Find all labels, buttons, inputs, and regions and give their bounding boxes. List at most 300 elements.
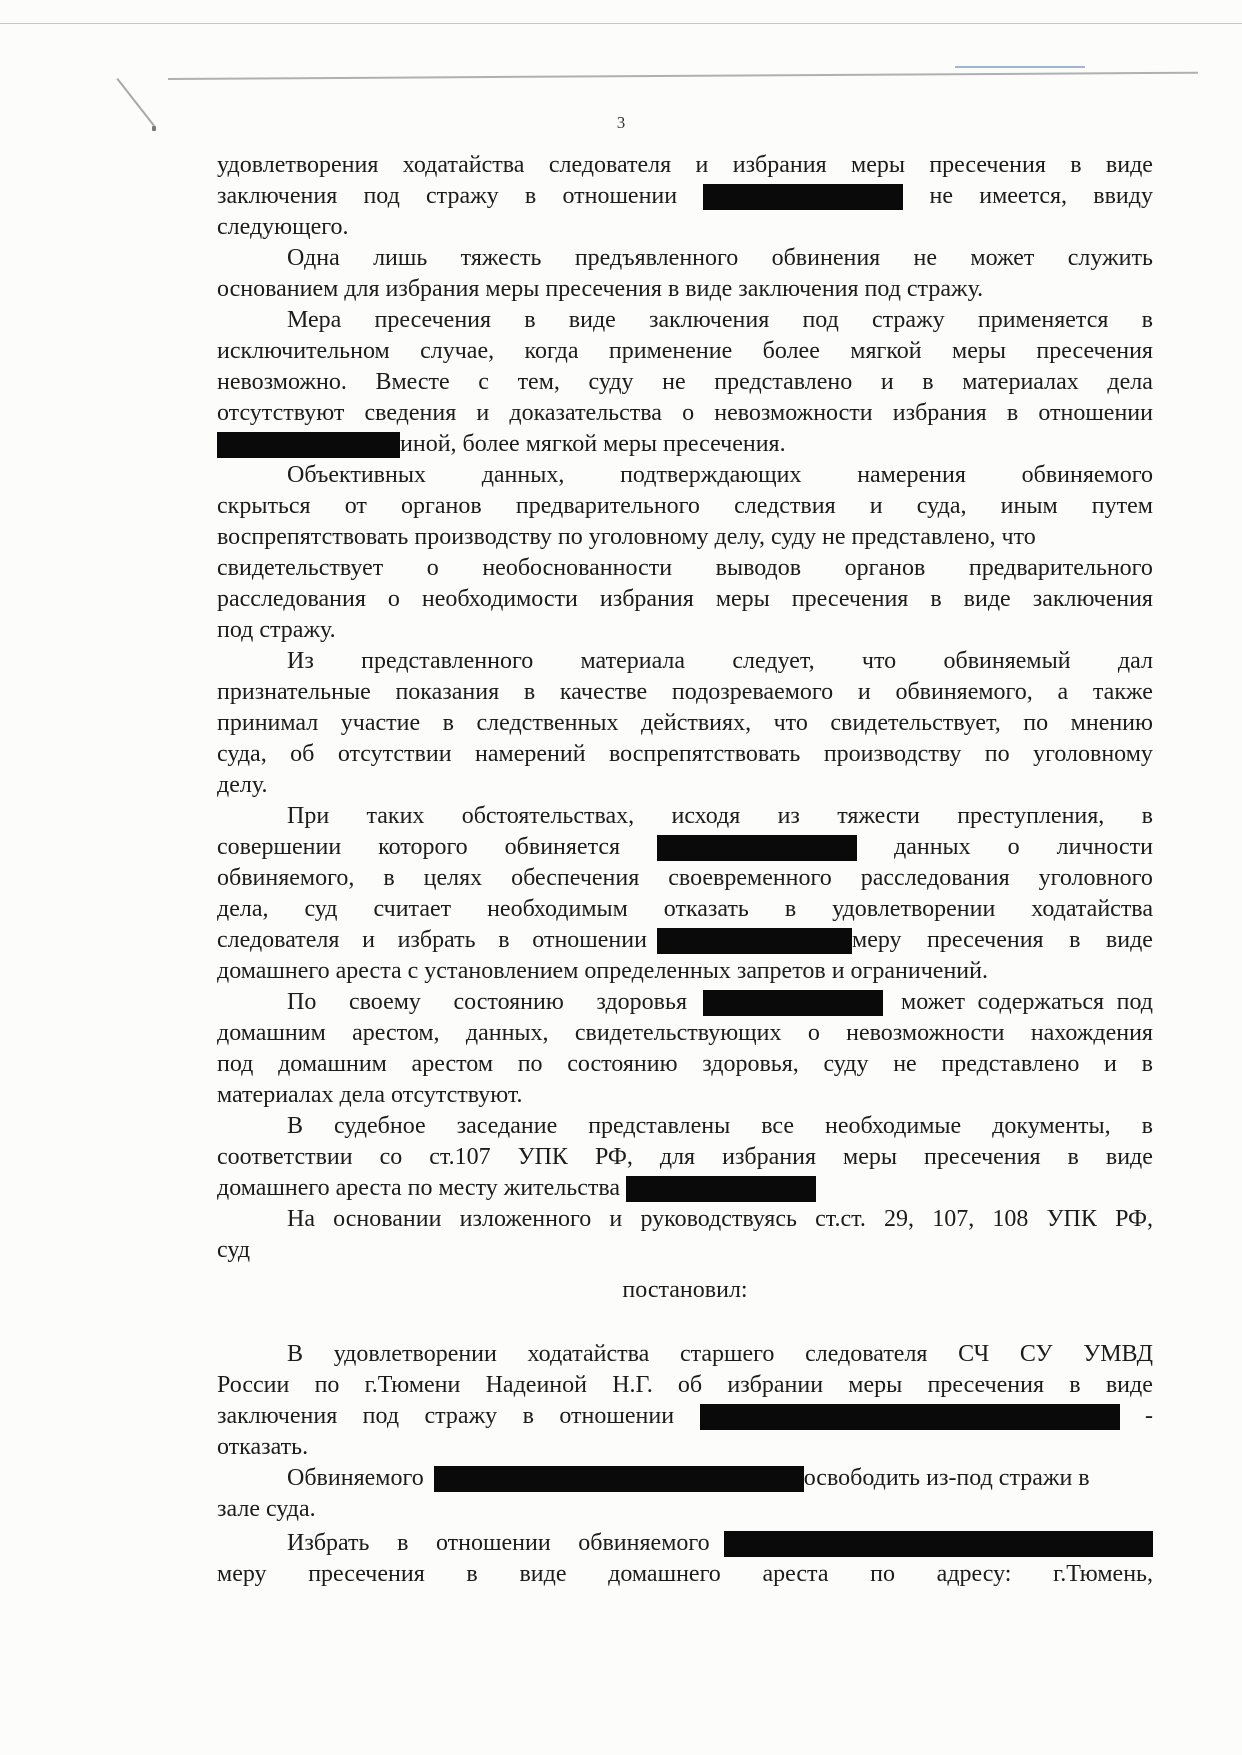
word: невозможности	[714, 400, 873, 426]
word: органов	[401, 493, 482, 519]
word: заключения	[217, 183, 338, 209]
word: В	[287, 1113, 304, 1139]
text-line	[217, 367, 1153, 398]
word: в	[784, 896, 797, 922]
word: свидетельствующих	[574, 1020, 782, 1046]
word: о	[426, 555, 439, 581]
text-line: материалах дела отсутствуют.	[217, 1082, 523, 1108]
text-line	[217, 584, 1153, 615]
word: иным	[1000, 493, 1058, 519]
word: -	[1144, 1403, 1153, 1429]
word: свидетельствует,	[830, 710, 1001, 736]
word: пресечения	[308, 1561, 425, 1587]
word: под	[1116, 989, 1153, 1015]
text-line	[217, 987, 1153, 1018]
text-line	[217, 305, 1153, 336]
word: может	[901, 989, 965, 1015]
word: виде	[963, 586, 1011, 612]
word: о	[1007, 834, 1020, 860]
word: ст.107	[429, 1144, 491, 1170]
word: РФ,	[1115, 1206, 1153, 1232]
word: и	[362, 927, 375, 953]
word: Избрать	[287, 1530, 370, 1556]
word: материалах	[962, 369, 1079, 395]
word: изложенного	[459, 1206, 592, 1232]
text-line	[217, 460, 1153, 491]
text-line: отказать.	[217, 1434, 309, 1460]
word: органов	[844, 555, 926, 581]
text-line	[217, 181, 1153, 212]
word: удовлетворения	[217, 152, 379, 178]
word: об	[677, 1372, 703, 1398]
word: под	[362, 1403, 400, 1429]
word: намерений	[475, 741, 586, 767]
word: меры	[851, 152, 905, 178]
word: в	[1141, 1113, 1153, 1139]
word: пресечения	[1036, 338, 1153, 364]
word: в	[1069, 927, 1081, 953]
text-line	[217, 1559, 1153, 1590]
text-line	[217, 398, 1153, 429]
word: свидетельствует	[217, 555, 384, 581]
word: На	[287, 1206, 315, 1232]
word: отказать	[663, 896, 749, 922]
text-segment: Обвиняемого	[287, 1465, 424, 1491]
word: участие	[340, 710, 421, 736]
word: соответствии	[217, 1144, 353, 1170]
word: со	[379, 1144, 403, 1170]
word: удовлетворении	[333, 1341, 497, 1367]
word: считает	[373, 896, 452, 922]
word: принимал	[217, 710, 319, 736]
redacted-name	[657, 835, 857, 861]
word: данных	[894, 834, 971, 860]
text-line: воспрепятствовать производству по уголовному делу, суду не представлено, что	[217, 524, 1036, 550]
word: все	[761, 1113, 795, 1139]
word: необходимые	[824, 1113, 962, 1139]
word: а	[1057, 679, 1069, 705]
word: по	[517, 1051, 543, 1077]
word: ходатайства	[1031, 896, 1153, 922]
word: В	[287, 1341, 304, 1367]
word: в	[466, 1561, 478, 1587]
text-line	[217, 1204, 1153, 1235]
word: дела	[1107, 369, 1153, 395]
word: Надеиной	[485, 1372, 587, 1398]
word: в	[383, 865, 395, 891]
word: обвиняемого,	[895, 679, 1033, 705]
word: не	[662, 369, 686, 395]
word: что	[861, 648, 897, 674]
word: в	[1067, 1144, 1079, 1170]
word: виде	[1105, 152, 1153, 178]
text-segment: домашнего ареста по месту жительства	[217, 1175, 621, 1201]
text-line	[217, 1049, 1153, 1080]
word: ст.ст.	[815, 1206, 866, 1232]
word: воспрепятствовать	[609, 741, 801, 767]
text-line	[217, 832, 1153, 863]
word: исключительном	[217, 338, 390, 364]
word: 107,	[932, 1206, 975, 1232]
word: в	[524, 183, 537, 209]
word: действиях,	[641, 710, 752, 736]
word: тяжесть	[460, 245, 542, 271]
word: случае,	[420, 338, 495, 364]
word: что	[773, 710, 808, 736]
word: следователя	[217, 927, 340, 953]
word: состоянию	[453, 989, 564, 1015]
word: тем,	[517, 369, 560, 395]
text-line	[217, 491, 1153, 522]
word: более	[762, 338, 820, 364]
word: и	[476, 400, 490, 426]
word: суду	[823, 1051, 869, 1077]
word: избрать	[397, 927, 476, 953]
redacted-name	[626, 1176, 816, 1202]
word: г.Тюмень,	[1053, 1561, 1153, 1587]
word: материала	[580, 648, 686, 674]
word: в	[922, 369, 934, 395]
text-line	[217, 1018, 1153, 1049]
word: применяется	[977, 307, 1109, 333]
text-line	[217, 1463, 1153, 1494]
word: подозреваемого	[671, 679, 834, 705]
word: виде	[519, 1561, 567, 1587]
text-line	[217, 677, 1153, 708]
word: суда,	[217, 741, 267, 767]
word: по	[984, 741, 1010, 767]
word: меры	[848, 1372, 903, 1398]
text-line	[217, 1339, 1153, 1370]
word: в	[930, 586, 942, 612]
text-line	[217, 863, 1153, 894]
word: стражу	[424, 1403, 498, 1429]
word: пресечения	[923, 1144, 1041, 1170]
word: стражу	[872, 307, 945, 333]
word: пресечения	[791, 586, 909, 612]
word: представлено	[714, 369, 853, 395]
word: обвиняемого	[1021, 462, 1153, 488]
word: об	[290, 741, 315, 767]
word: в	[1141, 803, 1153, 829]
text-line	[217, 429, 1153, 460]
word: арестом	[411, 1051, 494, 1077]
word: меры	[843, 1144, 897, 1170]
word: преступления,	[957, 803, 1105, 829]
word: При	[287, 803, 330, 829]
word: и	[1104, 1051, 1117, 1077]
word: данных,	[465, 1020, 549, 1046]
word: Мера	[287, 307, 342, 333]
word: ареста	[762, 1561, 829, 1587]
text-line: суд	[217, 1237, 251, 1263]
text-line	[217, 1111, 1153, 1142]
word: по	[314, 1372, 340, 1398]
word: заседание	[456, 1113, 558, 1139]
word: нахождения	[1030, 1020, 1153, 1046]
word: необходимым	[487, 896, 628, 922]
text-line: зале суда.	[217, 1496, 316, 1522]
word: в	[498, 927, 510, 953]
text-segment	[287, 1528, 710, 1559]
word: СУ	[1019, 1341, 1053, 1367]
word: руководствуясь	[640, 1206, 797, 1232]
word: в	[522, 1403, 534, 1429]
text-line	[217, 739, 1153, 770]
word: отсутствии	[337, 741, 452, 767]
word: имеется,	[979, 183, 1068, 209]
word: документы,	[992, 1113, 1111, 1139]
word: путем	[1091, 493, 1153, 519]
word: в	[1141, 1051, 1153, 1077]
word: Объективных	[287, 462, 426, 488]
word: обстоятельствах,	[461, 803, 635, 829]
word: домашним	[278, 1051, 387, 1077]
word: удовлетворении	[832, 896, 996, 922]
word: из	[777, 803, 800, 829]
word: целях	[423, 865, 483, 891]
word: предъявленного	[574, 245, 739, 271]
word: когда	[524, 338, 579, 364]
word: своему	[348, 989, 421, 1015]
word: виде	[1105, 1372, 1153, 1398]
text-segment	[287, 987, 687, 1018]
word: следственных	[476, 710, 619, 736]
word: УПК	[517, 1144, 568, 1170]
word: обвиняемого,	[217, 865, 355, 891]
word: от	[344, 493, 367, 519]
word: применение	[608, 338, 733, 364]
word: заключения	[649, 307, 770, 333]
word: меры	[715, 586, 770, 612]
text-line	[217, 1173, 1153, 1204]
word: не	[913, 245, 938, 271]
word: избрания	[599, 586, 694, 612]
word: уголовному	[1033, 741, 1153, 767]
word: избрания	[892, 400, 987, 426]
word: совершении	[217, 834, 342, 860]
word: не	[893, 1051, 917, 1077]
word: уголовного	[1038, 865, 1153, 891]
word: отношении	[436, 1530, 551, 1556]
word: виде	[1105, 927, 1153, 953]
text-line	[217, 150, 1153, 181]
word: состоянию	[567, 1051, 678, 1077]
word: суду	[588, 369, 634, 395]
text-line: основанием для избрания меры пресечения в виде заключения под стражу.	[217, 276, 984, 302]
text-line: под стражу.	[217, 617, 336, 643]
word: не	[929, 183, 954, 209]
word: заключения	[1032, 586, 1153, 612]
word: и	[869, 493, 883, 519]
word: о	[807, 1020, 820, 1046]
word: содержаться	[977, 989, 1105, 1015]
word: подтверждающих	[620, 462, 802, 488]
word: меру	[217, 1561, 267, 1587]
word: отсутствуют	[217, 400, 345, 426]
word: и	[857, 679, 871, 705]
word: здоровья,	[702, 1051, 799, 1077]
word: расследования	[860, 865, 1010, 891]
word: которого	[378, 834, 468, 860]
word: тяжести	[837, 803, 920, 829]
text-line	[217, 1401, 1153, 1432]
word: обвиняется	[504, 834, 621, 860]
word: скрыться	[217, 493, 311, 519]
word: данных,	[481, 462, 565, 488]
word: меру	[852, 927, 902, 953]
redacted-name	[700, 1404, 1120, 1430]
text-line	[217, 708, 1153, 739]
word: основании	[333, 1206, 442, 1232]
word: ходатайства	[527, 1341, 650, 1367]
word: в	[1069, 1372, 1081, 1398]
text-line	[217, 553, 1153, 584]
word: под	[363, 183, 400, 209]
word: арестом,	[352, 1020, 440, 1046]
word: также	[1092, 679, 1153, 705]
redacted-name	[703, 184, 903, 210]
word: в	[1141, 307, 1153, 333]
word: суд	[304, 896, 338, 922]
page-number: 3	[616, 113, 626, 132]
text-segment	[217, 925, 647, 956]
word: РФ,	[594, 1144, 633, 1170]
word: о	[682, 400, 695, 426]
word: отношении	[559, 1403, 675, 1429]
word: своевременного	[668, 865, 832, 891]
word: здоровья	[596, 989, 687, 1015]
resolution-heading: постановил:	[622, 1277, 748, 1303]
word: обвиняемый	[943, 648, 1071, 674]
word: по	[870, 1561, 895, 1587]
word: г.Тюмени	[364, 1372, 461, 1398]
word: показания	[395, 679, 500, 705]
word: виде	[1105, 1144, 1153, 1170]
word: о	[387, 586, 400, 612]
word: заключения	[217, 1403, 338, 1429]
word: Из	[287, 648, 314, 674]
word: и	[609, 1206, 623, 1232]
document-body	[217, 150, 1153, 1590]
redacted-name	[434, 1466, 804, 1492]
word: мнению	[1070, 710, 1153, 736]
redacted-name	[703, 990, 883, 1016]
text-line	[217, 1370, 1153, 1401]
word: по	[1023, 710, 1049, 736]
word: представлены	[588, 1113, 731, 1139]
word: с	[478, 369, 489, 395]
word: и	[880, 369, 894, 395]
scan-mark	[955, 66, 1085, 68]
word: под	[802, 307, 839, 333]
word: старшего	[679, 1341, 775, 1367]
word: России	[217, 1372, 290, 1398]
text-line	[217, 801, 1153, 832]
word: пресечения	[927, 1372, 1045, 1398]
word: стражу	[426, 183, 499, 209]
word: исходя	[671, 803, 741, 829]
word: дела,	[217, 896, 269, 922]
redacted-name	[724, 1531, 1153, 1557]
word: сведения	[364, 400, 457, 426]
word: в	[442, 710, 454, 736]
word: следователя	[548, 152, 672, 178]
word: Н.Г.	[612, 1372, 653, 1398]
text-segment	[852, 925, 1153, 956]
text-line: делу.	[217, 772, 268, 798]
redacted-name	[217, 432, 400, 458]
word: следствия	[734, 493, 836, 519]
text-line	[217, 925, 1153, 956]
word: избрания	[722, 1144, 817, 1170]
text-line: следующего.	[217, 214, 349, 240]
word: признательные	[217, 679, 371, 705]
word: СЧ	[958, 1341, 990, 1367]
word: качестве	[559, 679, 648, 705]
word: Одна	[287, 245, 340, 271]
word: для	[659, 1144, 696, 1170]
redacted-name	[657, 928, 852, 954]
word: необходимости	[421, 586, 578, 612]
word: предварительного	[515, 493, 700, 519]
word: адресу:	[936, 1561, 1012, 1587]
word: 108	[992, 1206, 1029, 1232]
word: обвиняемого	[578, 1530, 710, 1556]
word: отношении	[562, 183, 678, 209]
word: невозможности	[846, 1020, 1005, 1046]
word: в	[1006, 400, 1019, 426]
word: под	[217, 1051, 254, 1077]
word: выводов	[715, 555, 802, 581]
word: Вместе	[375, 369, 450, 395]
word: в	[1070, 152, 1082, 178]
word: в	[397, 1530, 409, 1556]
word: пресечения	[929, 152, 1046, 178]
word: По	[287, 989, 317, 1015]
text-segment: освободить из-под стражи в	[803, 1465, 1090, 1491]
word: предварительного	[968, 555, 1153, 581]
word: УПК	[1046, 1206, 1097, 1232]
word: УМВД	[1083, 1341, 1153, 1367]
word: служить	[1067, 245, 1153, 271]
word: в	[524, 307, 536, 333]
word: следует,	[732, 648, 815, 674]
scan-paper-edge	[168, 72, 1198, 80]
word: мягкой	[850, 338, 922, 364]
text-line	[217, 894, 1153, 925]
word: пресечения	[374, 307, 492, 333]
word: дал	[1117, 648, 1153, 674]
word: личности	[1056, 834, 1153, 860]
text-segment: иной, более мягкой меры пресечения.	[400, 431, 786, 457]
text-line	[217, 1142, 1153, 1173]
word: может	[970, 245, 1035, 271]
word: домашним	[217, 1020, 326, 1046]
word: необоснованности	[482, 555, 673, 581]
word: и	[695, 152, 709, 178]
word: лишь	[373, 245, 428, 271]
word: представленного	[361, 648, 534, 674]
word: пресечения	[927, 927, 1044, 953]
word: отношении	[532, 927, 647, 953]
word: невозможно.	[217, 369, 347, 395]
word: расследования	[217, 586, 366, 612]
word: 29,	[884, 1206, 914, 1232]
word: ходатайства	[402, 152, 525, 178]
word: обеспечения	[511, 865, 640, 891]
word: доказательства	[509, 400, 662, 426]
